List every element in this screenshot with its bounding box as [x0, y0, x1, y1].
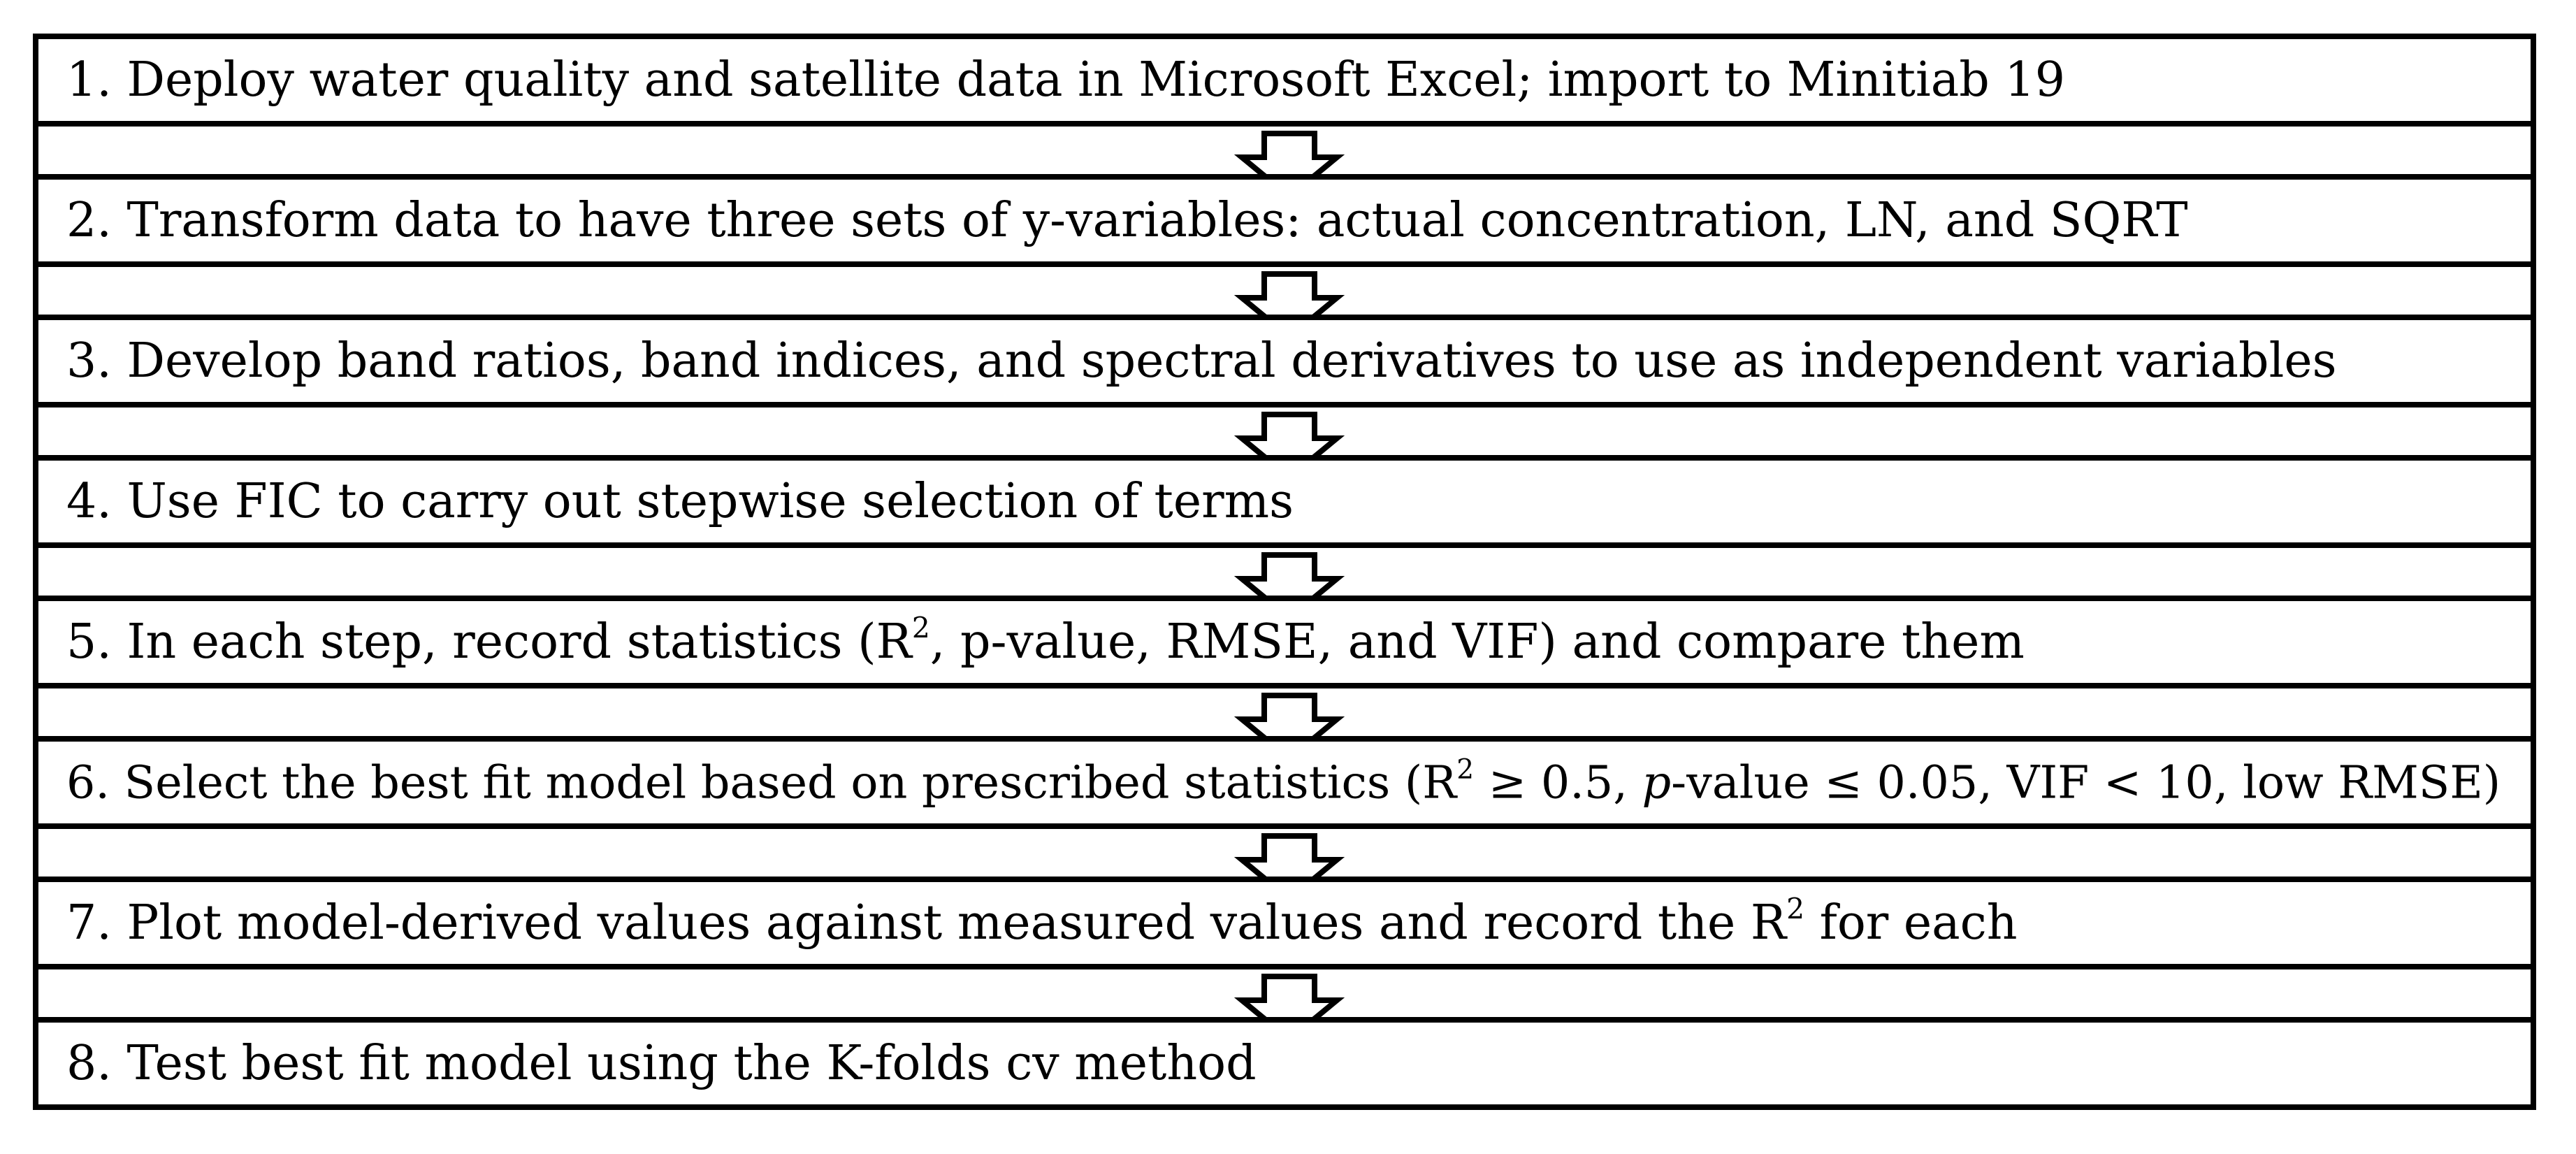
step-5-label: 5. In each step, record statistics ($R^2$, p-value, RMSE, and VIF) and compare them — [66, 610, 2025, 670]
step-2-box — [33, 174, 2536, 267]
step-6-box — [33, 736, 2536, 829]
step-1-label: 1. Deploy water quality and satellite data in Microsoft Excel; import to Minitiab 19 — [66, 52, 2065, 108]
step-7-label: 7. Plot model-derived values against measured values and record the $R^2$ for each — [66, 891, 2018, 951]
step-4-box — [33, 455, 2536, 548]
step-6-label: 6. Select the best fit model based on prescribed statistics ($R^2 \ge 0.5$, p-value ≤ 0.05, VIF < 10, low RMSE) — [66, 753, 2501, 809]
step-4-label: 4. Use FIC to carry out stepwise selection of terms — [66, 473, 1294, 529]
step-7-box — [33, 877, 2536, 969]
step-1-box — [33, 34, 2536, 127]
step-3-label: 3. Develop band ratios, band indices, and spectral derivatives to use as independent variables — [66, 333, 2337, 389]
step-2-label: 2. Transform data to have three sets of y-variables: actual concentration, LN, and SQRT — [66, 192, 2188, 248]
italic-p: p — [1642, 756, 1672, 809]
superscript-2: 2 — [911, 610, 930, 644]
step-8-box — [33, 1017, 2536, 1110]
step-5-box — [33, 596, 2536, 688]
step-8-label: 8. Test best fit model using the K-folds cv method — [66, 1035, 1257, 1091]
superscript-2: 2 — [1456, 753, 1475, 786]
superscript-2: 2 — [1786, 891, 1805, 925]
step-3-box — [33, 315, 2536, 407]
